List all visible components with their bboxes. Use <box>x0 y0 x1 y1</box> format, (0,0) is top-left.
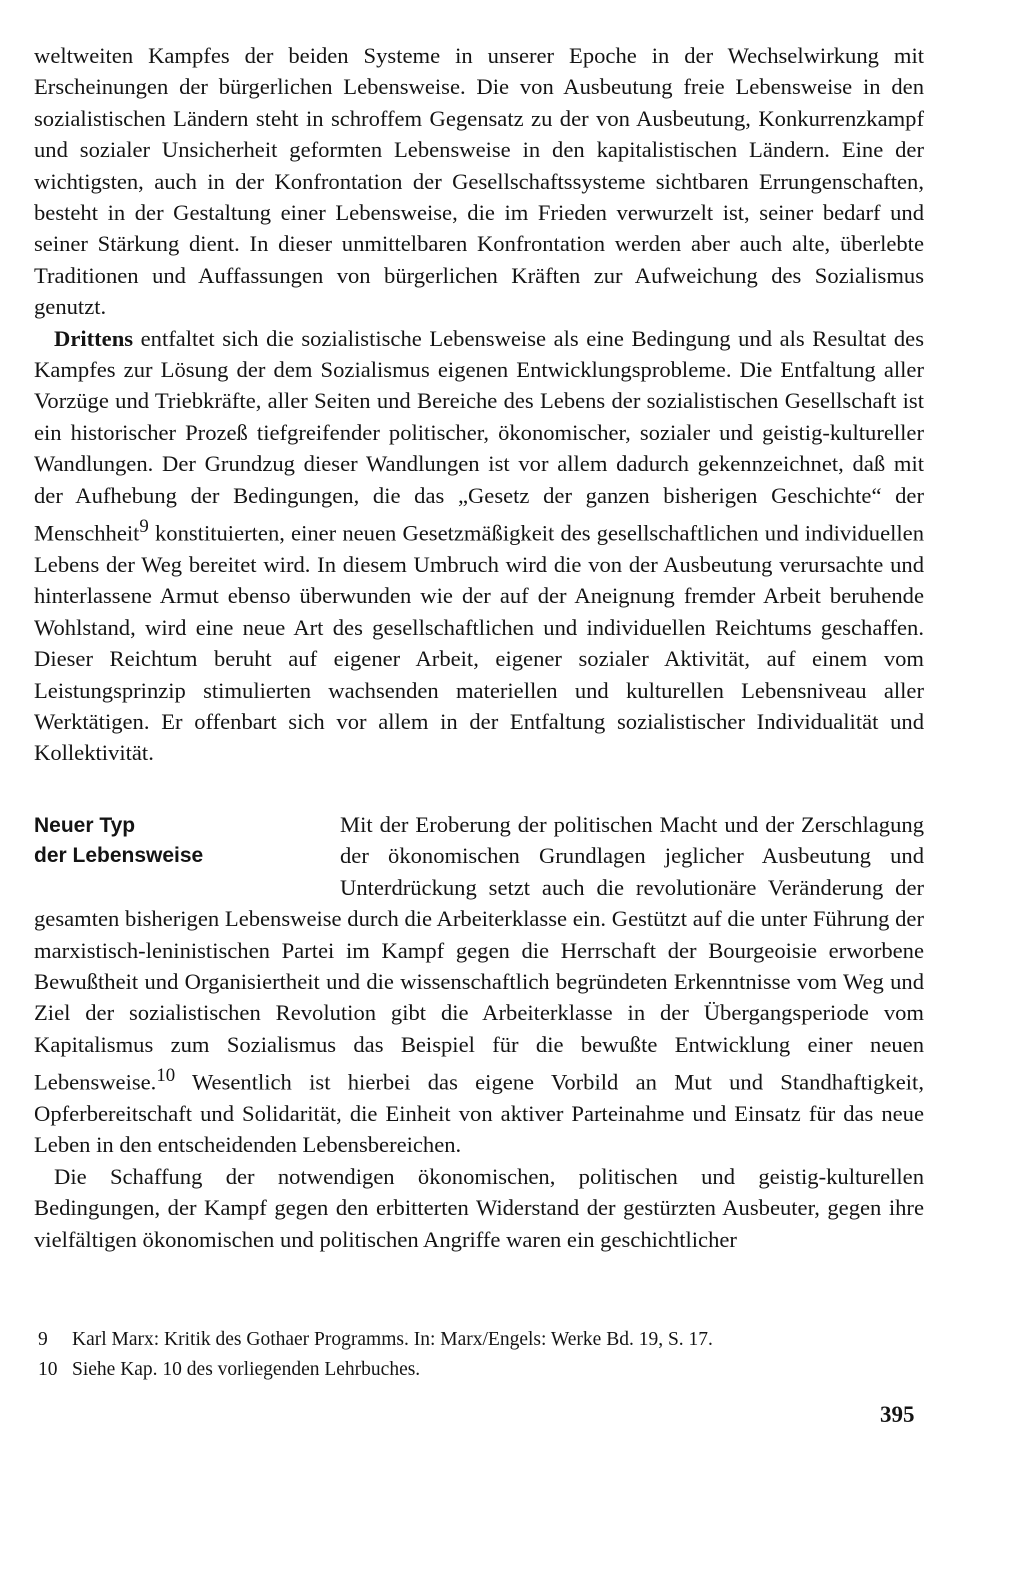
footnote-9 <box>38 1325 924 1355</box>
footnote-number: 9 <box>38 1329 48 1350</box>
paragraph-text-cont: konstituierten, einer neuen Gesetzmäßigkeit des gesellschaftlichen und individuellen Lebens der Weg bereitet wird. In diesem Umbruch wird die von der Ausbeutung verursachte und hinterlassene Armut ebenso überwunden wie der auf der Aneignung fremder Arbeit beruhende Wohlstand, wird eine neue Art des gesellschaftlichen und individuellen Reichtums geschaffen. Dieser Reichtum beruht auf eigener Arbeit, eigener sozialer Aktivität, auf einem vom Leistungsprinzip stimulierten wachsenden materiellen und kulturellen Lebensniveau aller Werktätigen. Er offenbart sich vor allem in der Entfaltung sozialistischer Individualität und Kollektivität. <box>34 520 924 766</box>
section-heading-line2: der Lebensweise <box>34 843 204 867</box>
paragraph-lead-word: Drittens <box>54 325 134 351</box>
section-text-cont: Wesentlich ist hierbei das eigene Vorbild an Mut und Standhaftigkeit, Opferbereitschaft und Solidarität, die Einheit von aktiver Parteinahme und Einsatz für das neue Leben in den entscheidenden Lebensbereichen. <box>34 1069 924 1158</box>
paragraph-text: entfaltet sich die sozialistische Lebensweise als eine Bedingung und als Resultat des Kampfes zur Lösung der dem Sozialismus eigenen Entwicklungsprobleme. Die Entfaltung aller Vorzüge und Triebkräfte, aller Seiten und Bereiche des Lebens der sozialistischen Gesellschaft ist ein historischer Prozeß tiefgreifender politischer, ökonomischer, sozialer und geistig-kultureller Wandlungen. Der Grundzug dieser Wandlungen ist vor allem dadurch gekennzeichnet, daß mit der Aufhebung der Bedingungen, die das „Gesetz der ganzen bisherigen Geschichte“ der Menschheit <box>34 325 924 546</box>
section-neuer-typ <box>34 809 924 1255</box>
section-heading <box>34 809 340 903</box>
section-paragraph-2: Die Schaffung der notwendigen ökonomischen, politischen und geistig-kulturellen Bedingungen, der Kampf gegen den erbitterten Widerstand der gestürzten Ausbeuter, gegen ihre vielfältigen ökonomischen und politischen Angriffe waren ein geschichtlicher <box>34 1163 924 1252</box>
footnotes <box>38 1325 924 1385</box>
section-heading-line1: Neuer Typ <box>34 813 136 837</box>
footnote-10 <box>38 1355 924 1385</box>
paragraph-continuation: weltweiten Kampfes der beiden Systeme in unserer Epoche in der Wechselwirkung mit Erscheinungen der bürgerlichen Lebensweise. Die von Ausbeutung freie Lebensweise in den sozialistischen Ländern steht in schroffem Gegensatz zu der von Ausbeutung, Konkurrenzkampf und sozialer Unsicherheit geformten Lebensweise in den kapitalistischen Ländern. Eine der wichtigsten, auch in der Konfrontation der Gesellschaftssysteme sichtbaren Errungenschaften, besteht in der Gestaltung einer Lebensweise, die im Frieden verwurzelt ist, seiner bedarf und seiner Stärkung dient. In dieser unmittelbaren Konfrontation werden aber auch alte, überlebte Traditionen und Auffassungen von bürgerlichen Kräften zur Aufweichung des Sozialismus genutzt. <box>34 43 924 320</box>
footnote-ref-9[interactable]: 9 <box>139 516 149 538</box>
page-body <box>34 40 924 1255</box>
section-text: Mit der Eroberung der politischen Macht und der Zerschlagung der ökonomischen Grundlagen jeglicher Ausbeutung und Unterdrückung setzt auch die revolutionäre Veränderung der gesamten bisherigen Lebensweise durch die Arbeiterklasse ein. Gestützt auf die unter Führung der marxistisch-leninistischen Partei im Kampf gegen die Herrschaft der Bourgeoisie erworbene Bewußtheit und Organisiertheit und die wissenschaftlich begründeten Erkenntnisse vom Weg und Ziel der sozialistischen Revolution gibt die Arbeiterklasse in der Übergangsperiode vom Kapitalismus zum Sozialismus das Beispiel für die bewußte Entwicklung einer neuen Lebensweise. <box>34 811 924 1095</box>
page-number: 395 <box>880 1402 915 1427</box>
footnote-number: 10 <box>38 1359 58 1380</box>
paragraph-drittens <box>34 323 924 769</box>
footnote-ref-10[interactable]: 10 <box>156 1065 176 1087</box>
footnote-text: Karl Marx: Kritik des Gothaer Programms. In: Marx/Engels: Werke Bd. 19, S. 17. <box>72 1329 713 1350</box>
footnote-text: Siehe Kap. 10 des vorliegenden Lehrbuches. <box>72 1359 421 1380</box>
